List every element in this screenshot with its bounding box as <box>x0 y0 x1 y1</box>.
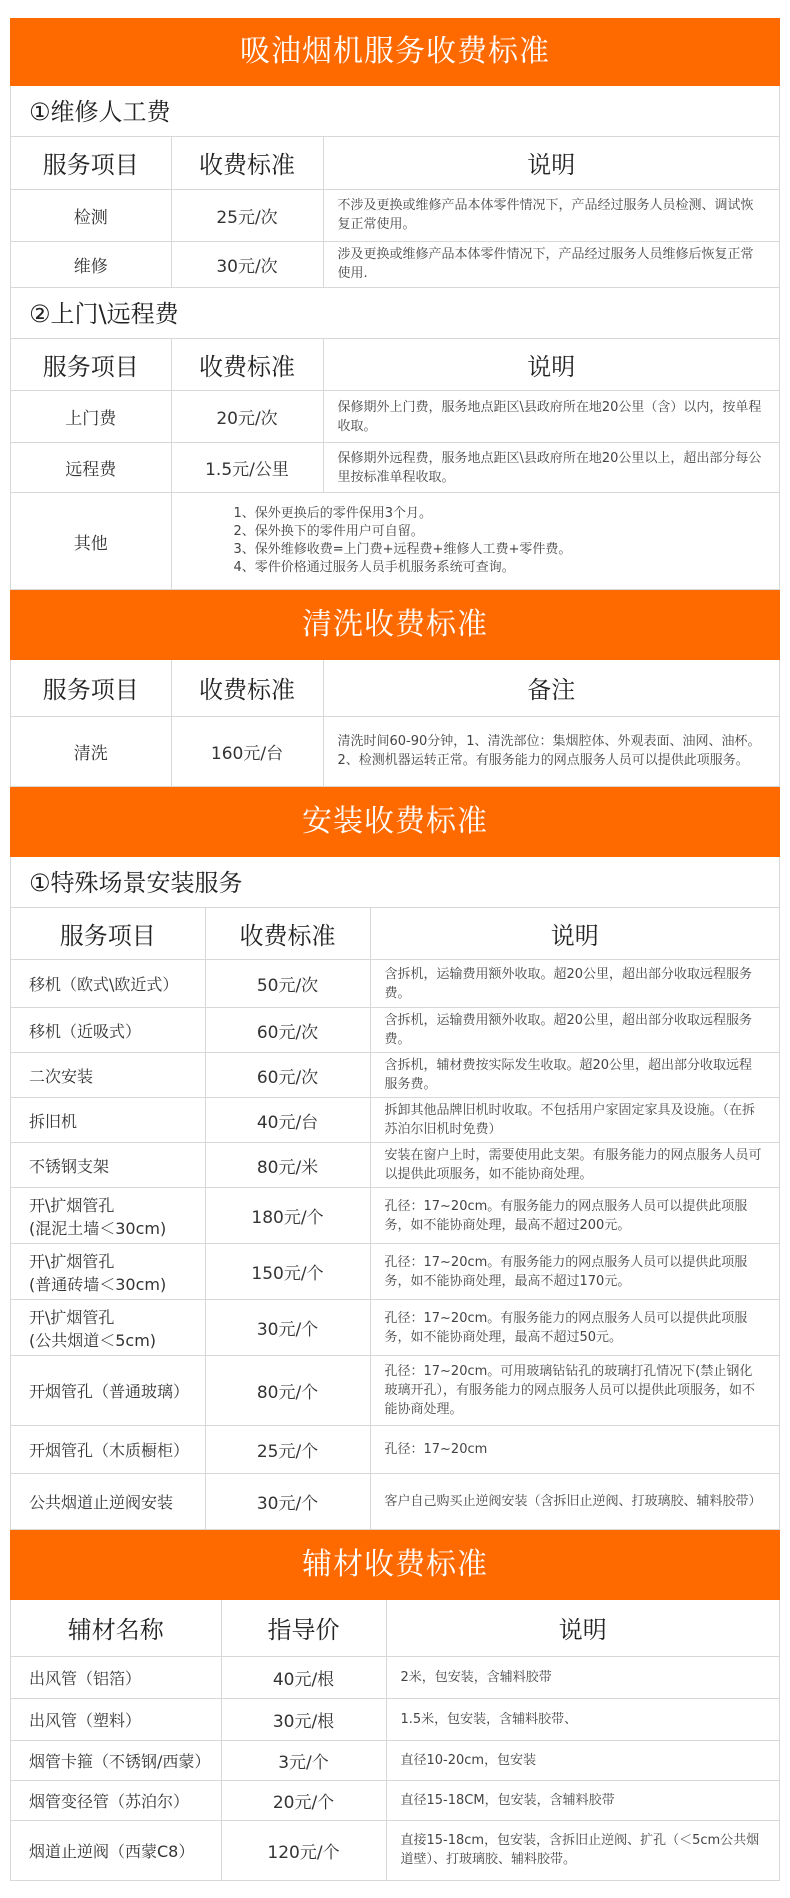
desc-cell: 含拆机，运输费用额外收取。超20公里，超出部分收取远程服务费。 <box>370 1008 779 1053</box>
item-line-2: (普通砖墙＜30cm) <box>29 1274 167 1294</box>
table-header-row <box>11 1600 779 1656</box>
header-cell: 辅材名称 <box>11 1600 221 1656</box>
table-row <box>11 716 779 786</box>
table-row <box>11 1820 779 1880</box>
item-cell: 移机（近吸式） <box>11 1008 205 1053</box>
item-cell: 维修 <box>11 241 171 287</box>
item-cell <box>11 1188 205 1244</box>
desc-cell: 涉及更换或维修产品本体零件情况下，产品经过服务人员维修后恢复正常使用. <box>323 241 779 287</box>
section-banner-range-hood-service: 吸油烟机服务收费标准 <box>10 18 780 86</box>
desc-cell: 拆卸其他品牌旧机时收取。不包括用户家固定家具及设施。（在拆苏泊尔旧机时免费） <box>370 1098 779 1143</box>
price-cell: 30元/个 <box>205 1474 370 1530</box>
item-cell: 烟管卡箍（不锈钢/西蒙） <box>11 1740 221 1780</box>
table-header-row <box>11 908 779 960</box>
price-cell: 25元/个 <box>205 1426 370 1474</box>
table-row <box>11 1656 779 1698</box>
desc-cell: 保修期外上门费，服务地点距区\县政府所在地20公里（含）以内，按单程收取。 <box>323 391 779 443</box>
table-row <box>11 1188 779 1244</box>
header-cell: 收费标准 <box>171 137 323 189</box>
subhead-visit-remote-fee: ②上门\远程费 <box>11 288 779 339</box>
item-cell: 其他 <box>11 493 171 590</box>
note-line: 4、零件价格通过服务人员手机服务系统可查询。 <box>233 560 515 575</box>
item-cell <box>11 1244 205 1300</box>
desc-cell: 直接15-18cm，包安装，含拆旧止逆阀、扩孔（＜5cm公共烟道壁）、打玻璃胶、辅料胶带。 <box>386 1820 779 1880</box>
header-cell: 说明 <box>386 1600 779 1656</box>
section-banner-installation: 安装收费标准 <box>10 787 780 857</box>
price-cell: 40元/台 <box>205 1098 370 1143</box>
table-row <box>11 1780 779 1820</box>
note-line: 2、保外换下的零件用户可自留。 <box>233 524 424 539</box>
header-cell: 说明 <box>323 339 779 391</box>
header-cell: 收费标准 <box>171 339 323 391</box>
price-cell: 20元/个 <box>221 1780 386 1820</box>
table-row <box>11 1300 779 1356</box>
item-line: 开\扩烟管孔 <box>29 1307 115 1327</box>
item-cell: 出风管（铝箔） <box>11 1656 221 1698</box>
table-header-row <box>11 137 779 189</box>
price-cell: 80元/米 <box>205 1143 370 1188</box>
desc-cell: 客户自己购买止逆阀安装（含拆旧止逆阀、打玻璃胶、辅料胶带） <box>370 1474 779 1530</box>
item-cell: 烟管变径管（苏泊尔） <box>11 1780 221 1820</box>
section-range-hood-service <box>10 86 780 590</box>
section-cleaning <box>10 660 780 787</box>
desc-cell: 保修期外远程费，服务地点距区\县政府所在地20公里以上，超出部分每公里按标准单程收取。 <box>323 443 779 493</box>
item-line-2: (公共烟道＜5cm) <box>29 1330 157 1350</box>
visit-fee-table <box>11 339 779 591</box>
price-cell: 60元/次 <box>205 1008 370 1053</box>
table-row <box>11 1356 779 1426</box>
desc-cell: 孔径：17~20cm <box>370 1426 779 1474</box>
header-cell: 服务项目 <box>11 660 171 716</box>
header-cell: 收费标准 <box>205 908 370 960</box>
table-row <box>11 1143 779 1188</box>
table-row-other <box>11 493 779 590</box>
item-cell: 上门费 <box>11 391 171 443</box>
item-line: 开\扩烟管孔 <box>29 1195 115 1215</box>
other-notes <box>171 493 779 590</box>
price-cell: 80元/个 <box>205 1356 370 1426</box>
price-cell: 30元/次 <box>171 241 323 287</box>
desc-cell: 孔径：17~20cm。有服务能力的网点服务人员可以提供此项服务，如不能协商处理，最高不超过50元。 <box>370 1300 779 1356</box>
repair-labor-table <box>11 137 779 288</box>
note-line: 1、保外更换后的零件保用3个月。 <box>233 506 433 521</box>
price-cell: 120元/个 <box>221 1820 386 1880</box>
table-row <box>11 1053 779 1098</box>
item-cell <box>11 1300 205 1356</box>
price-cell: 160元/台 <box>171 716 323 786</box>
installation-table <box>11 908 779 1531</box>
item-cell: 公共烟道止逆阀安装 <box>11 1474 205 1530</box>
table-row <box>11 1426 779 1474</box>
header-cell: 服务项目 <box>11 908 205 960</box>
table-header-row <box>11 339 779 391</box>
header-cell: 说明 <box>323 137 779 189</box>
table-row <box>11 443 779 493</box>
item-cell: 清洗 <box>11 716 171 786</box>
price-cell: 50元/次 <box>205 960 370 1008</box>
desc-cell: 2米，包安装，含辅料胶带 <box>386 1656 779 1698</box>
table-row <box>11 1474 779 1530</box>
table-row <box>11 391 779 443</box>
header-cell: 说明 <box>370 908 779 960</box>
item-cell: 烟道止逆阀（西蒙C8） <box>11 1820 221 1880</box>
item-cell: 拆旧机 <box>11 1098 205 1143</box>
item-line: 开\扩烟管孔 <box>29 1251 115 1271</box>
price-cell: 40元/根 <box>221 1656 386 1698</box>
table-row <box>11 189 779 241</box>
subhead-repair-labor: ①维修人工费 <box>11 86 779 137</box>
desc-cell: 不涉及更换或维修产品本体零件情况下，产品经过服务人员检测、调试恢复正常使用。 <box>323 189 779 241</box>
desc-cell: 清洗时间60-90分钟，1、清洗部位：集烟腔体、外观表面、油网、油杯。2、检测机器运转正常。有服务能力的网点服务人员可以提供此项服务。 <box>323 716 779 786</box>
header-cell: 服务项目 <box>11 339 171 391</box>
item-cell: 开烟管孔（木质橱柜） <box>11 1426 205 1474</box>
desc-cell: 孔径：17~20cm。有服务能力的网点服务人员可以提供此项服务，如不能协商处理，最高不超过200元。 <box>370 1188 779 1244</box>
section-banner-auxiliary-materials: 辅材收费标准 <box>10 1530 780 1600</box>
subhead-special-install: ①特殊场景安装服务 <box>11 857 779 908</box>
table-row <box>11 241 779 287</box>
auxiliary-materials-table <box>11 1600 779 1881</box>
price-cell: 30元/个 <box>205 1300 370 1356</box>
price-cell: 30元/根 <box>221 1698 386 1740</box>
table-row <box>11 1244 779 1300</box>
table-row <box>11 1740 779 1780</box>
item-line-2: (混泥土墙＜30cm) <box>29 1218 167 1238</box>
price-cell: 25元/次 <box>171 189 323 241</box>
table-row <box>11 1098 779 1143</box>
section-banner-cleaning: 清洗收费标准 <box>10 590 780 660</box>
item-cell: 检测 <box>11 189 171 241</box>
desc-cell: 孔径：17~20cm。可用玻璃钻钻孔的玻璃打孔情况下(禁止钢化玻璃开孔），有服务能力的网点服务人员可以提供此项服务，如不能协商处理。 <box>370 1356 779 1426</box>
price-cell: 60元/次 <box>205 1053 370 1098</box>
table-header-row <box>11 660 779 716</box>
item-cell: 远程费 <box>11 443 171 493</box>
desc-cell: 孔径：17~20cm。有服务能力的网点服务人员可以提供此项服务，如不能协商处理，最高不超过170元。 <box>370 1244 779 1300</box>
desc-cell: 1.5米，包安装，含辅料胶带、 <box>386 1698 779 1740</box>
section-installation <box>10 857 780 1531</box>
item-cell: 开烟管孔（普通玻璃） <box>11 1356 205 1426</box>
header-cell: 收费标准 <box>171 660 323 716</box>
desc-cell: 含拆机，运输费用额外收取。超20公里，超出部分收取远程服务费。 <box>370 960 779 1008</box>
item-cell: 移机（欧式\欧近式） <box>11 960 205 1008</box>
cleaning-table <box>11 660 779 787</box>
header-cell: 备注 <box>323 660 779 716</box>
price-cell: 1.5元/公里 <box>171 443 323 493</box>
section-auxiliary-materials <box>10 1600 780 1881</box>
item-cell: 出风管（塑料） <box>11 1698 221 1740</box>
table-row <box>11 1698 779 1740</box>
price-list-page <box>10 0 780 1881</box>
price-cell: 150元/个 <box>205 1244 370 1300</box>
note-line: 3、保外维修收费=上门费+远程费+维修人工费+零件费。 <box>233 542 572 557</box>
price-cell: 3元/个 <box>221 1740 386 1780</box>
desc-cell: 安装在窗户上时，需要使用此支架。有服务能力的网点服务人员可以提供此项服务，如不能协商处理。 <box>370 1143 779 1188</box>
item-cell: 二次安装 <box>11 1053 205 1098</box>
table-row <box>11 1008 779 1053</box>
desc-cell: 直径15-18CM，包安装，含辅料胶带 <box>386 1780 779 1820</box>
item-cell: 不锈钢支架 <box>11 1143 205 1188</box>
price-cell: 20元/次 <box>171 391 323 443</box>
desc-cell: 直径10-20cm，包安装 <box>386 1740 779 1780</box>
table-row <box>11 960 779 1008</box>
header-cell: 服务项目 <box>11 137 171 189</box>
desc-cell: 含拆机，辅材费按实际发生收取。超20公里，超出部分收取远程服务费。 <box>370 1053 779 1098</box>
header-cell: 指导价 <box>221 1600 386 1656</box>
price-cell: 180元/个 <box>205 1188 370 1244</box>
